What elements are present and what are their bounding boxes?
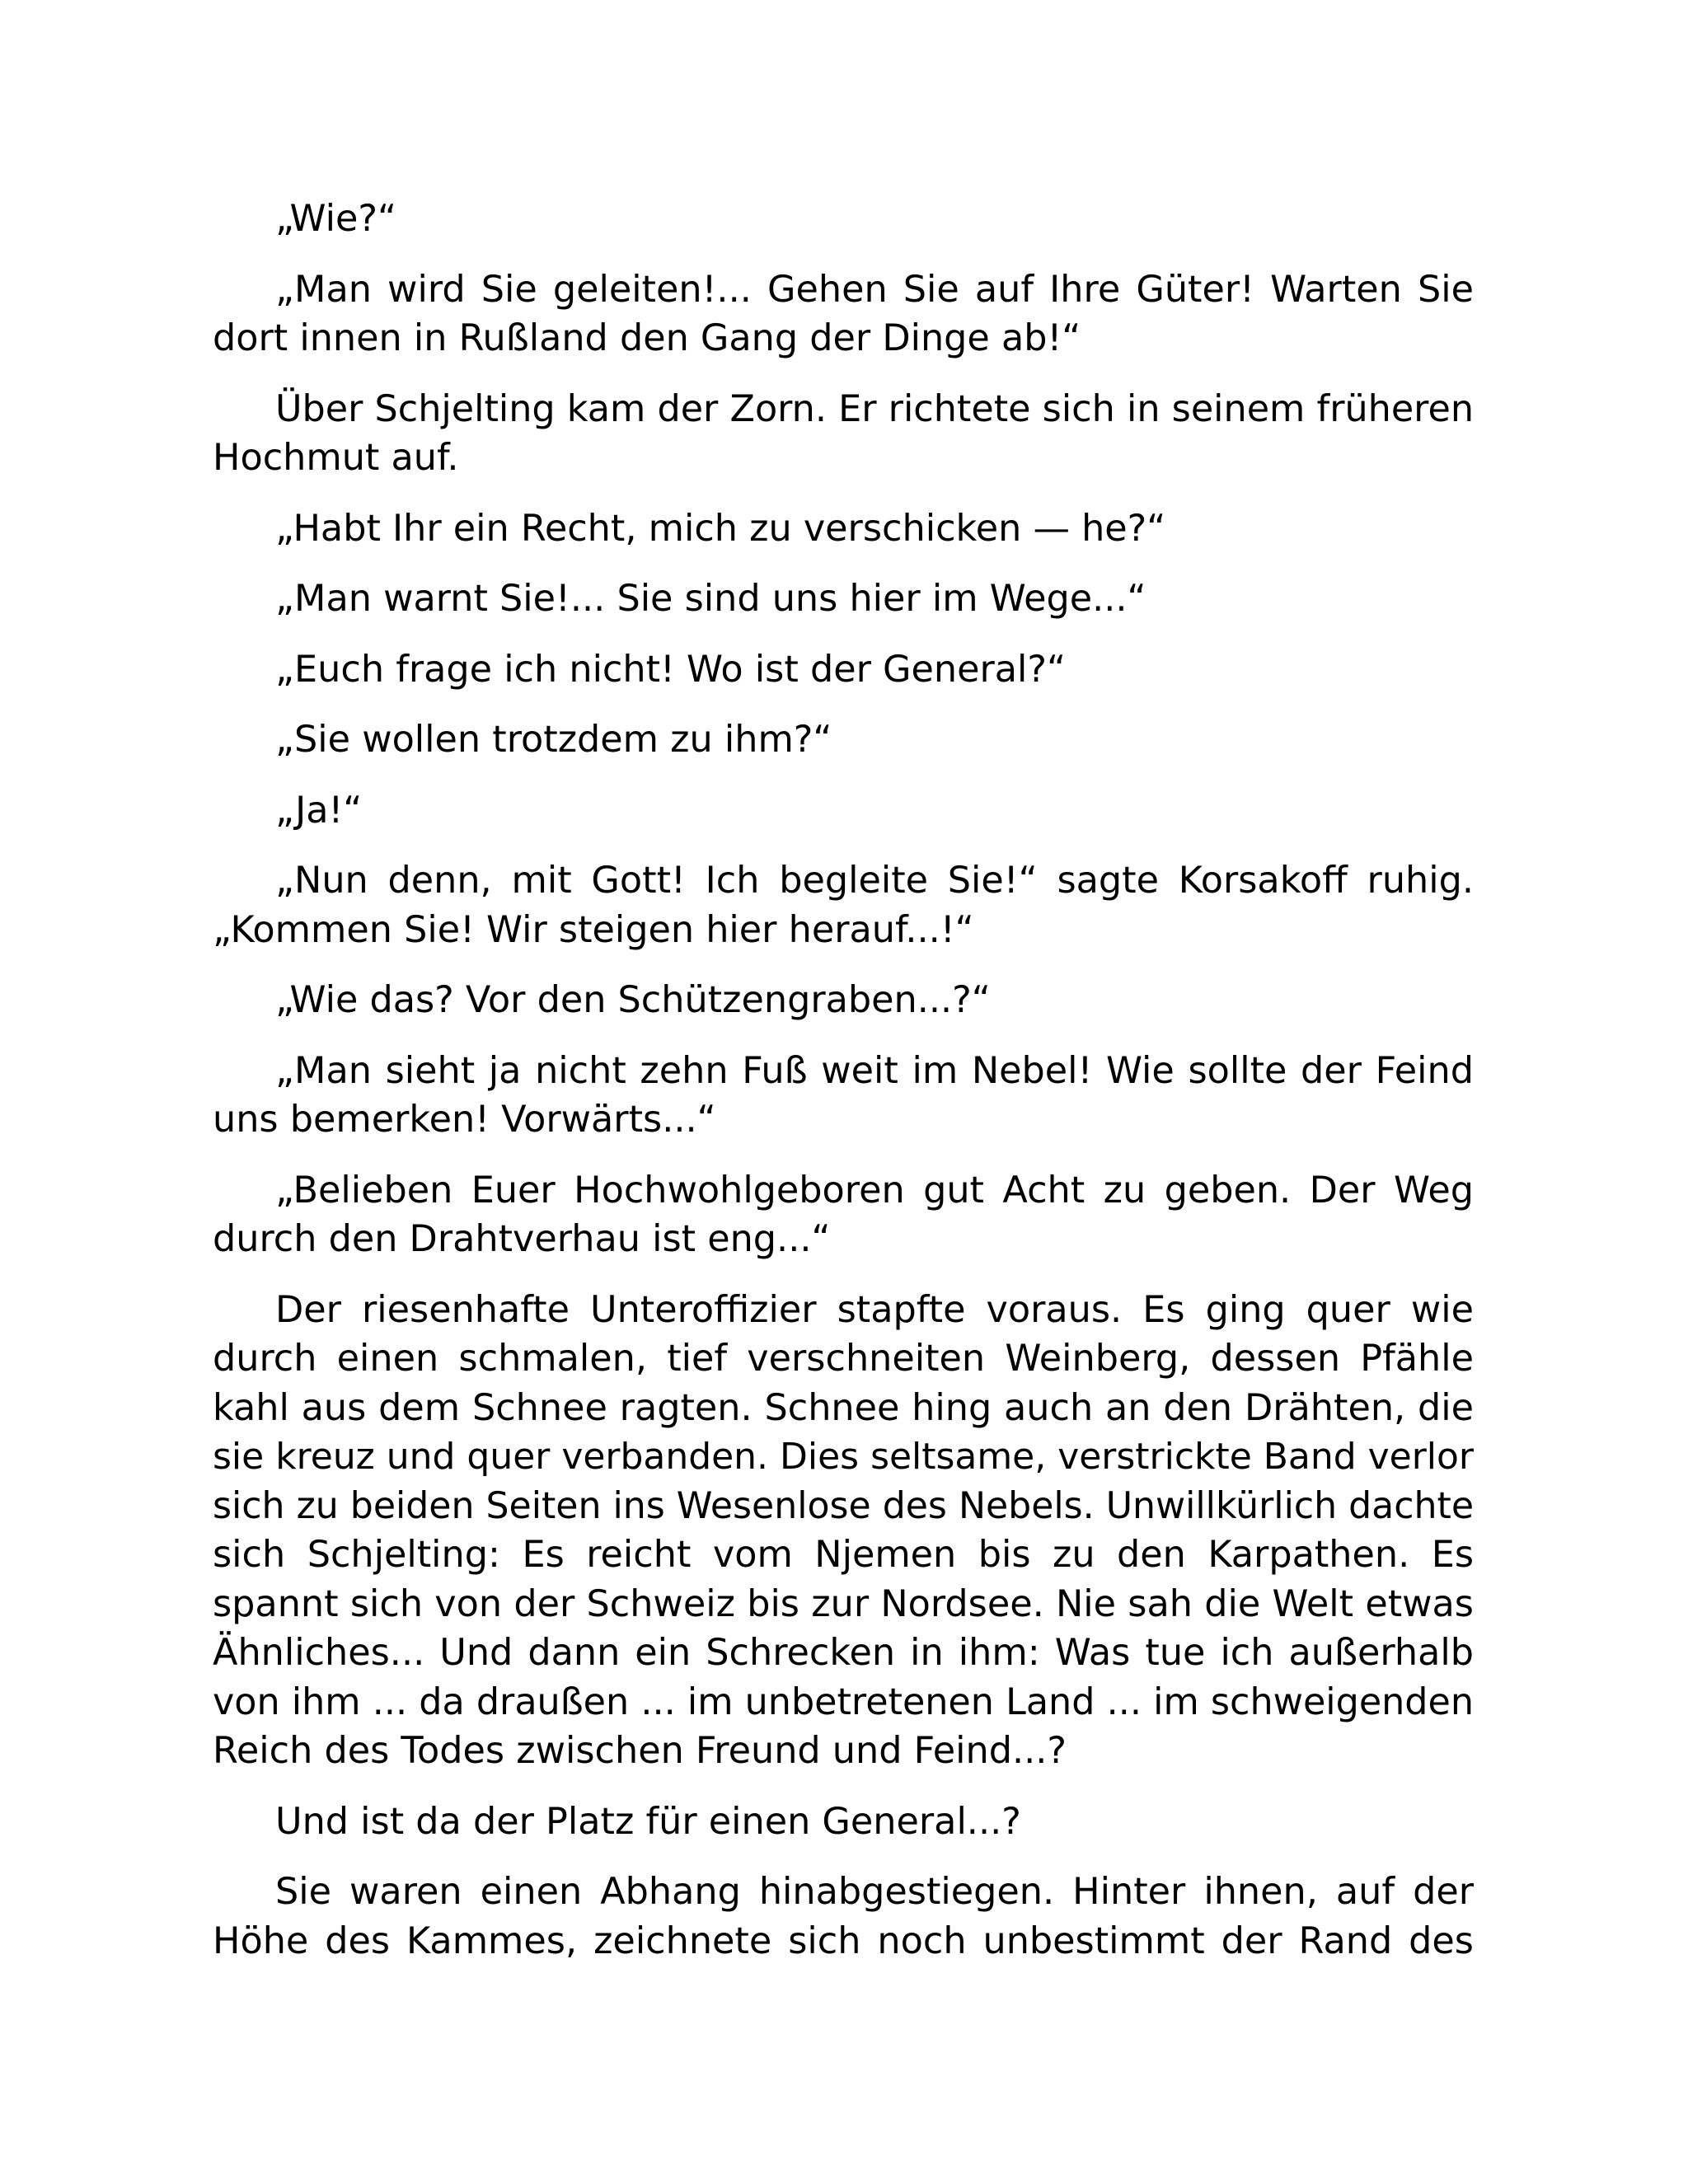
text-line: Sie waren einen Abhang hinabgestiegen. Hinter ihnen, auf der	[275, 1871, 1474, 1913]
text-line: Reich des Todes zwischen Freund und Feind...?	[213, 1730, 1067, 1772]
text-line: Ähnliches... Und dann ein Schrecken in ihm: Was tue ich außerhalb	[213, 1632, 1474, 1674]
paragraph	[213, 786, 1474, 836]
text-line: kahl aus dem Schnee ragten. Schnee hing auch an den Drähten, die	[213, 1386, 1474, 1429]
paragraph	[213, 1166, 1474, 1264]
text-line: „Wie?“	[275, 198, 396, 240]
paragraph	[213, 976, 1474, 1025]
text-line: „Man warnt Sie!... Sie sind uns hier im Wege...“	[275, 578, 1146, 620]
paragraph	[213, 574, 1474, 624]
text-line: Der riesenhafte Unteroffizier stapfte voraus. Es ging quer wie	[275, 1288, 1474, 1331]
text-line: uns bemerken! Vorwärts...“	[213, 1099, 716, 1141]
text-line: „Habt Ihr ein Recht, mich zu verschicken — he?“	[275, 507, 1166, 550]
text-line: „Nun denn, mit Gott! Ich begleite Sie!“ sagte Korsakoff ruhig.	[275, 860, 1474, 902]
text-line: dort innen in Rußland den Gang der Dinge ab!“	[213, 317, 1081, 359]
text-line: „Sie wollen trotzdem zu ihm?“	[275, 719, 832, 761]
text-line: „Belieben Euer Hochwohlgeboren gut Acht zu geben. Der Weg	[275, 1169, 1474, 1212]
text-line: spannt sich von der Schweiz bis zur Nordsee. Nie sah die Welt etwas	[213, 1582, 1474, 1625]
paragraph	[213, 1286, 1474, 1776]
paragraph	[213, 265, 1474, 363]
text-line: durch einen schmalen, tief verschneiten Weinberg, dessen Pfähle	[213, 1338, 1474, 1380]
text-line: Und ist da der Platz für einen General...?	[275, 1800, 1021, 1843]
text-line: sich Schjelting: Es reicht vom Njemen bis zu den Karpathen. Es	[213, 1534, 1474, 1576]
text-line: sie kreuz und quer verbanden. Dies seltsame, verstrickte Band verlor	[213, 1436, 1474, 1478]
paragraph	[213, 856, 1474, 954]
text-line: „Ja!“	[275, 789, 363, 832]
text-line: Über Schjelting kam der Zorn. Er richtete sich in seinem früheren	[275, 387, 1474, 430]
paragraph	[213, 385, 1474, 483]
text-line: „Man wird Sie geleiten!... Gehen Sie auf Ihre Güter! Warten Sie	[275, 268, 1474, 311]
paragraph	[213, 1047, 1474, 1145]
text-line: sich zu beiden Seiten ins Wesenlose des Nebels. Unwillkürlich dachte	[213, 1484, 1474, 1527]
paragraph	[213, 1868, 1474, 1966]
text-line: „Man sieht ja nicht zehn Fuß weit im Nebel! Wie sollte der Feind	[275, 1049, 1474, 1092]
paragraph	[213, 1797, 1474, 1847]
text-line: von ihm ... da draußen ... im unbetretenen Land ... im schweigenden	[213, 1680, 1474, 1723]
text-line: durch den Drahtverhau ist eng...“	[213, 1218, 831, 1260]
paragraph	[213, 504, 1474, 554]
body-text	[213, 194, 1474, 1987]
paragraph	[213, 715, 1474, 765]
text-line: Höhe des Kammes, zeichnete sich noch unbestimmt der Rand des	[213, 1919, 1474, 1962]
paragraph	[213, 645, 1474, 695]
text-line: „Wie das? Vor den Schützengraben...?“	[275, 979, 991, 1021]
text-line: „Euch frage ich nicht! Wo ist der General?“	[275, 648, 1067, 691]
text-line: Hochmut auf.	[213, 437, 459, 479]
text-line: „Kommen Sie! Wir steigen hier herauf...!“	[213, 908, 974, 951]
paragraph	[213, 194, 1474, 244]
